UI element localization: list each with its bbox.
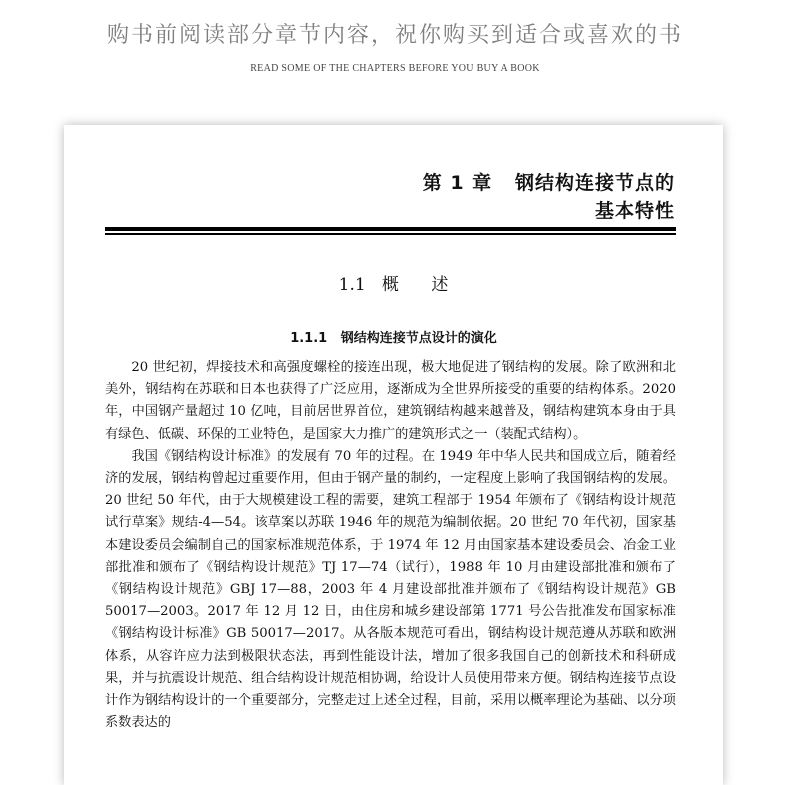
section-heading: 1.1 概 述 [338,275,449,295]
banner-title: 购书前阅读部分章节内容，祝你购买到适合或喜欢的书 [106,23,683,48]
chapter-heading-line-1: 第 1 章 钢结构连接节点的 [422,172,675,194]
chapter-heading [423,169,675,225]
chapter-rule-thick [105,227,676,231]
chapter-rule-thin [105,233,676,235]
body-text [105,357,676,734]
chapter-heading-line-2: 基本特性 [594,200,675,222]
banner-subtitle: READ SOME OF THE CHAPTERS BEFORE YOU BUY A BOOK [250,63,540,74]
paragraph: 我国《钢结构设计标准》的发展有 70 年的过程。在 1949 年中华人民共和国成立后，随着经济的发展，钢结构曾起过重要作用，但由于钢产量的制约，一定程度上影响了我国钢结构的发展。20 世纪 50 年代，由于大规模建设工程的需要，建筑工程部于 1954 年颁布了《钢结构设计规范试行草案》规结-4—54。该草案以苏联 1946 年的规范为编制依据。20 世纪 70 年代初，国家基本建设委员会编制自己的国家标准规范体系，于 1974 年 12 月由国家基本建设委员会、冶金工业部批准和颁布了《钢结构设计规范》TJ 17—74（试行），1988 年 10 月由建设部批准和颁布了《钢结构设计规范》GBJ 17—88，2003 年 4 月建设部批准并颁布了《钢结构设计规范》GB 50017—2003。2017 年 12 月 12 日，由住房和城乡建设部第 1771 号公告批准发布国家标准《钢结构设计标准》GB 50017—2017。从各版本规范可看出，钢结构设计规范遵从苏联和欧洲体系，从容许应力法到极限状态法，再到性能设计法，增加了很多我国自己的创新技术和科研成果，并与抗震设计规范、组合结构设计规范相协调，给设计人员使用带来方便。钢结构连接节点设计作为钢结构设计的一个重要部分，完整走过上述全过程，目前，采用以概率理论为基础、以分项系数表达的 [105,448,676,731]
book-page [64,125,723,785]
subsection-heading: 1.1.1 钢结构连接节点设计的演化 [290,331,497,346]
paragraph: 20 世纪初，焊接技术和高强度螺栓的接连出现，极大地促进了钢结构的发展。除了欧洲和北美外，钢结构在苏联和日本也获得了广泛应用，逐渐成为全世界所接受的重要的结构体系。2020 年，中国钢产量超过 10 亿吨，目前居世界首位，建筑钢结构越来越普及，钢结构建筑本身由于具有绿色、低碳、环保的工业特色，是国家大力推广的建筑形式之一（装配式结构）。 [105,360,676,442]
